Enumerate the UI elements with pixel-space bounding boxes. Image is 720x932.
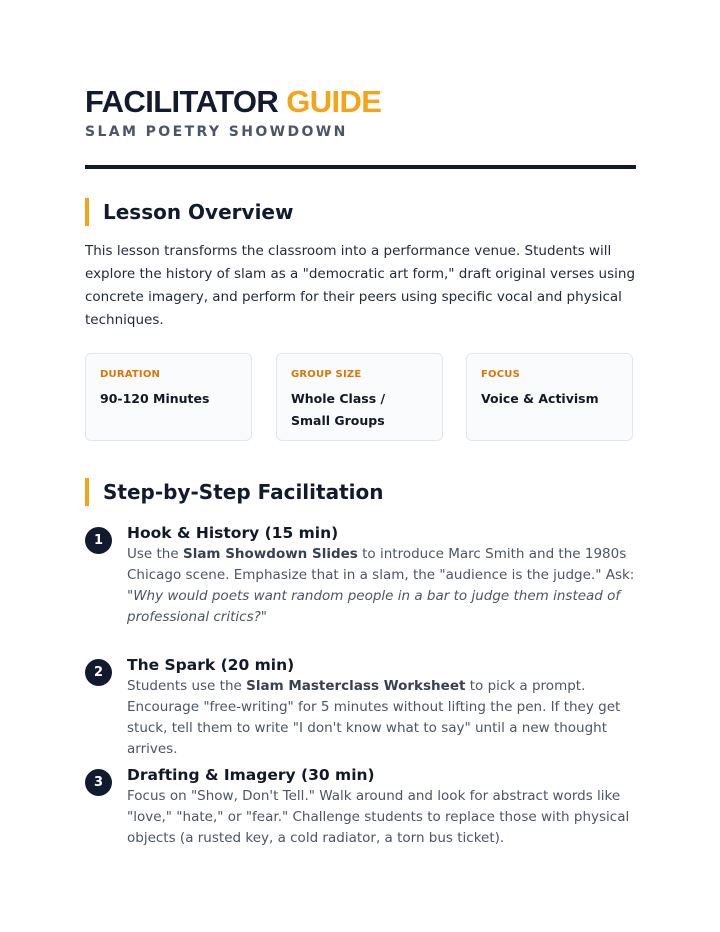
step-resource: Slam Masterclass Worksheet xyxy=(246,678,466,694)
lesson-overview-text: This lesson transforms the classroom into a performance venue. Students will explore the history of slam as a "democratic art form," draft original verses using concrete imagery, and perform for their peers using specific vocal and physical techniques. xyxy=(85,243,636,328)
step-body xyxy=(127,764,639,849)
facilitation-heading: Step-by-Step Facilitation xyxy=(85,478,383,506)
step-text: Students use the xyxy=(127,678,247,694)
step-body xyxy=(127,654,639,760)
step-title: Drafting & Imagery (30 min) xyxy=(127,766,375,784)
step-text: to introduce Marc Smith and the 1980s Chicago scene. Emphasize that in a slam, the "audience is the judge." Ask: xyxy=(127,546,635,583)
group-size-card xyxy=(276,353,443,441)
step-number: 1 xyxy=(85,527,112,554)
card-label: GROUP SIZE xyxy=(291,369,362,380)
focus-card xyxy=(466,353,633,441)
title-accent: GUIDE xyxy=(286,84,382,119)
step-title: Hook & History (15 min) xyxy=(127,524,339,542)
header-divider xyxy=(85,165,636,169)
page-subtitle: SLAM POETRY SHOWDOWN xyxy=(85,124,348,140)
step-resource: Slam Showdown Slides xyxy=(182,546,358,562)
page-title xyxy=(85,84,381,120)
card-value: Whole Class / Small Groups xyxy=(291,391,386,428)
duration-card xyxy=(85,353,252,441)
step-description xyxy=(127,544,639,628)
card-value: Voice & Activism xyxy=(481,391,599,406)
title-main: FACILITATOR xyxy=(85,84,279,119)
step-number: 3 xyxy=(85,769,112,796)
step-title: The Spark (20 min) xyxy=(127,656,295,674)
step-text: to pick a prompt. Encourage "free-writing" for 5 minutes without lifting the pen. If they get stuck, tell them to write "I don't know what to say" until a new thought arrives. xyxy=(127,678,621,757)
step-number: 2 xyxy=(85,659,112,686)
step-question: "Why would poets want random people in a bar to judge them instead of professional critics?" xyxy=(127,588,621,625)
step-body xyxy=(127,522,639,628)
lesson-overview-heading: Lesson Overview xyxy=(85,198,293,226)
card-value: 90-120 Minutes xyxy=(100,391,210,406)
step-description xyxy=(127,676,639,760)
card-label: DURATION xyxy=(100,369,161,380)
card-label: FOCUS xyxy=(481,369,520,380)
step-text: Use the xyxy=(127,546,183,562)
step-description: Focus on "Show, Don't Tell." Walk around and look for abstract words like "love," "hate," or "fear." Challenge students to replace those with physical objects (a rusted key, a cold radiator, a torn bus ticket). xyxy=(127,788,630,846)
